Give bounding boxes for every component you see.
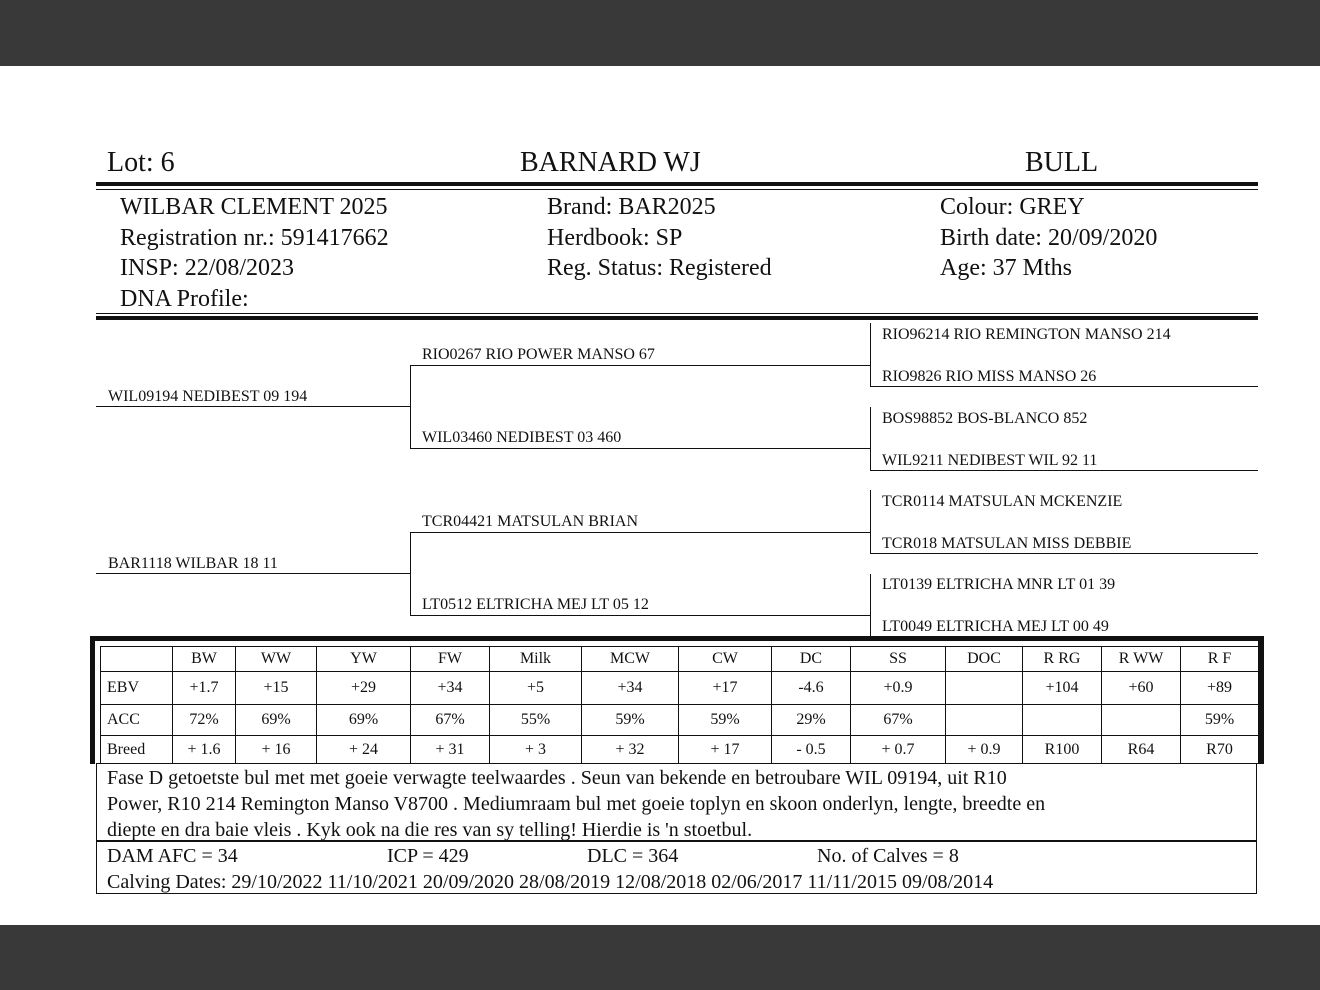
pedigree-ggp-1: RIO96214 RIO REMINGTON MANSO 214 — [882, 326, 1171, 343]
ebv-header-cell: SS — [851, 647, 946, 672]
age: Age: 37 Mths — [940, 255, 1072, 281]
header-divider-thick — [96, 182, 1258, 186]
pedigree-ggp-3: BOS98852 BOS-BLANCO 852 — [882, 410, 1088, 427]
ebv-cell — [1023, 705, 1102, 736]
ebv-cell — [1102, 705, 1181, 736]
pedigree-line — [870, 553, 1258, 554]
pedigree-ggp-5: TCR0114 MATSULAN MCKENZIE — [882, 493, 1123, 510]
pedigree-line — [410, 365, 870, 366]
ebv-cell: R70 — [1181, 736, 1259, 764]
notes-line: Power, R10 214 Remington Manso V8700 . Mediumraam bul met goeie toplyn en skoon onderlyn, lengte, breedte en — [107, 793, 1046, 815]
animal-name: WILBAR CLEMENT 2025 — [120, 194, 388, 220]
ebv-header-cell: MCW — [582, 647, 679, 672]
info-divider-thick — [96, 316, 1258, 320]
calving-dates: Calving Dates: 29/10/2022 11/10/2021 20/09/2020 28/08/2019 12/08/2018 02/06/2017 11/11/2015 09/08/2014 — [107, 871, 994, 893]
pedigree-dam-sire: TCR04421 MATSULAN BRIAN — [422, 513, 639, 530]
ebv-cell: +17 — [679, 672, 772, 705]
ebv-cell: +34 — [582, 672, 679, 705]
ebv-cell — [946, 705, 1023, 736]
ebv-cell: +89 — [1181, 672, 1259, 705]
ebv-cell: +29 — [317, 672, 411, 705]
ebv-header-cell: FW — [411, 647, 490, 672]
ebv-cell: 67% — [411, 705, 490, 736]
ebv-row-label: ACC — [101, 705, 173, 736]
pedigree-bracket — [870, 407, 871, 470]
pedigree-line — [870, 470, 1258, 471]
pedigree-line — [410, 532, 870, 533]
pedigree-bracket — [410, 365, 411, 449]
pedigree-bracket — [870, 574, 871, 636]
notes-box — [96, 763, 1257, 841]
ebv-cell: 69% — [317, 705, 411, 736]
ebv-cell: 67% — [851, 705, 946, 736]
ebv-header-cell: R RG — [1023, 647, 1102, 672]
ebv-cell: + 32 — [582, 736, 679, 764]
ebv-header-row — [101, 647, 1259, 672]
pedigree-sire-sire: RIO0267 RIO POWER MANSO 67 — [422, 346, 655, 363]
registration-status: Reg. Status: Registered — [547, 255, 772, 281]
top-dark-bar — [0, 0, 1320, 66]
pedigree-dam-dam: LT0512 ELTRICHA MEJ LT 05 12 — [422, 596, 649, 613]
ebv-frame-left — [90, 636, 95, 764]
pedigree-bracket — [870, 323, 871, 386]
ebv-cell: +34 — [411, 672, 490, 705]
ebv-cell: + 0.7 — [851, 736, 946, 764]
animal-sex: BULL — [1025, 147, 1099, 178]
ebv-frame-top — [90, 636, 1264, 641]
bottom-dark-bar — [0, 925, 1320, 990]
ebv-cell: - 0.5 — [772, 736, 851, 764]
inspection-date: INSP: 22/08/2023 — [120, 255, 295, 281]
ebv-cell: + 1.6 — [173, 736, 236, 764]
ebv-cell: 59% — [582, 705, 679, 736]
ebv-header-cell — [101, 647, 173, 672]
lot-number: Lot: 6 — [107, 147, 175, 178]
ebv-header-cell: YW — [317, 647, 411, 672]
ebv-table — [100, 646, 1259, 764]
ebv-cell: + 0.9 — [946, 736, 1023, 764]
ebv-row-label: Breed — [101, 736, 173, 764]
ebv-cell: 55% — [490, 705, 582, 736]
dam-calves: No. of Calves = 8 — [817, 845, 959, 867]
ebv-row — [101, 672, 1259, 705]
breed-row — [101, 736, 1259, 764]
pedigree-ggp-7: LT0139 ELTRICHA MNR LT 01 39 — [882, 576, 1116, 593]
ebv-cell: +15 — [236, 672, 317, 705]
pedigree-bracket — [410, 532, 411, 616]
pedigree-line — [96, 573, 410, 574]
pedigree-ggp-8: LT0049 ELTRICHA MEJ LT 00 49 — [882, 618, 1109, 635]
ebv-header-cell: WW — [236, 647, 317, 672]
acc-row — [101, 705, 1259, 736]
ebv-cell: +1.7 — [173, 672, 236, 705]
ebv-header-cell: DOC — [946, 647, 1023, 672]
ebv-cell: R64 — [1102, 736, 1181, 764]
pedigree-line — [96, 406, 410, 407]
ebv-row-label: EBV — [101, 672, 173, 705]
ebv-cell: + 3 — [490, 736, 582, 764]
ebv-cell: 72% — [173, 705, 236, 736]
ebv-cell: + 24 — [317, 736, 411, 764]
header-divider-thin — [96, 189, 1258, 190]
dna-profile: DNA Profile: — [120, 286, 249, 312]
dam-dlc: DLC = 364 — [587, 845, 679, 867]
pedigree-dam: BAR1118 WILBAR 18 11 — [108, 555, 278, 572]
ebv-cell: 59% — [679, 705, 772, 736]
pedigree-ggp-2: RIO9826 RIO MISS MANSO 26 — [882, 368, 1097, 385]
dam-afc: DAM AFC = 34 — [107, 845, 238, 867]
ebv-cell: 59% — [1181, 705, 1259, 736]
dam-icp: ICP = 429 — [387, 845, 469, 867]
breeder-name: BARNARD WJ — [520, 147, 701, 178]
ebv-cell: +104 — [1023, 672, 1102, 705]
notes-line: diepte en dra baie vleis . Kyk ook na die res van sy telling! Hierdie is 'n stoetbul. — [107, 819, 753, 841]
ebv-cell: +60 — [1102, 672, 1181, 705]
ebv-cell: R100 — [1023, 736, 1102, 764]
dam-info-box — [96, 841, 1257, 894]
ebv-cell: 29% — [772, 705, 851, 736]
ebv-header-cell: CW — [679, 647, 772, 672]
registration-number: Registration nr.: 591417662 — [120, 225, 389, 251]
pedigree-sire: WIL09194 NEDIBEST 09 194 — [108, 388, 308, 405]
ebv-cell: -4.6 — [772, 672, 851, 705]
pedigree-bracket — [870, 490, 871, 553]
ebv-cell: + 16 — [236, 736, 317, 764]
ebv-header-cell: DC — [772, 647, 851, 672]
ebv-header-cell: R WW — [1102, 647, 1181, 672]
pedigree-ggp-6: TCR018 MATSULAN MISS DEBBIE — [882, 535, 1132, 552]
ebv-cell: 69% — [236, 705, 317, 736]
brand: Brand: BAR2025 — [547, 194, 716, 220]
pedigree-ggp-4: WIL9211 NEDIBEST WIL 92 11 — [882, 452, 1098, 469]
herdbook: Herdbook: SP — [547, 225, 683, 251]
ebv-cell: + 17 — [679, 736, 772, 764]
notes-line: Fase D getoetste bul met met goeie verwagte teelwaardes . Seun van bekende en betroubare WIL 09194, uit R10 — [107, 767, 1007, 789]
ebv-cell — [946, 672, 1023, 705]
pedigree-line — [870, 386, 1258, 387]
ebv-cell: +0.9 — [851, 672, 946, 705]
ebv-cell: + 31 — [411, 736, 490, 764]
pedigree-line — [410, 615, 870, 616]
colour: Colour: GREY — [940, 194, 1085, 220]
ebv-header-cell: BW — [173, 647, 236, 672]
pedigree-line — [410, 448, 870, 449]
pedigree-sire-dam: WIL03460 NEDIBEST 03 460 — [422, 429, 622, 446]
ebv-cell: +5 — [490, 672, 582, 705]
ebv-header-cell: R F — [1181, 647, 1259, 672]
ebv-header-cell: Milk — [490, 647, 582, 672]
info-divider-thin — [96, 313, 1258, 314]
birth-date: Birth date: 20/09/2020 — [940, 225, 1158, 251]
